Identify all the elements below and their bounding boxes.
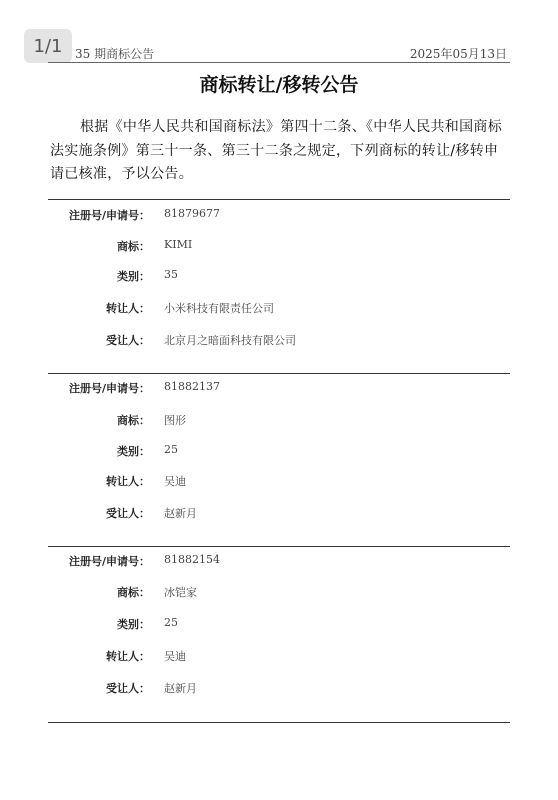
record-class-row: [0, 616, 558, 636]
transferee-value: 赵新月: [164, 682, 197, 695]
transferee-value: 赵新月: [164, 507, 197, 520]
transferee-value: 北京月之暗面科技有限公司: [164, 334, 296, 347]
page-title: 商标转让/移转公告: [199, 74, 359, 96]
reg-no-label: 注册号/申请号：: [68, 382, 150, 395]
issue-number: 35 期商标公告: [75, 47, 155, 61]
class-value: 25: [164, 443, 178, 456]
record-reg-no-row: [0, 207, 558, 227]
mark-value: 冰铠家: [164, 586, 197, 599]
transferor-label: 转让人：: [106, 302, 150, 315]
record-transferee-row: [0, 332, 558, 352]
record-mark-row: [0, 412, 558, 432]
mark-value: 图形: [164, 414, 186, 427]
transferor-label: 转让人：: [106, 650, 150, 663]
class-label: 类别：: [117, 270, 150, 283]
record-transferor-row: [0, 300, 558, 320]
transferor-value: 小米科技有限责任公司: [164, 302, 274, 315]
record-mark-row: [0, 584, 558, 604]
announcement-intro: 根据《中华人民共和国商标法》第四十二条、《中华人民共和国商标法实施条例》第三十一条、第三十二条之规定，下列商标的转让/移转申请已核准，予以公告。: [50, 119, 502, 182]
reg-no-value: 81882137: [164, 380, 220, 393]
class-label: 类别：: [117, 445, 150, 458]
record-divider: [48, 373, 510, 374]
record-divider: [48, 199, 510, 200]
class-value: 25: [164, 616, 178, 629]
record-transferor-row: [0, 648, 558, 668]
record-transferor-row: [0, 473, 558, 493]
reg-no-value: 81882154: [164, 553, 220, 566]
transferee-label: 受让人：: [106, 334, 150, 347]
page-indicator: 1/1: [24, 29, 72, 63]
transferee-label: 受让人：: [106, 507, 150, 520]
record-transferee-row: [0, 680, 558, 700]
header-divider: [48, 62, 510, 63]
class-value: 35: [164, 268, 178, 281]
transferor-value: 吴迪: [164, 475, 186, 488]
record-class-row: [0, 443, 558, 463]
mark-value: KIMI: [164, 238, 193, 251]
record-reg-no-row: [0, 380, 558, 400]
reg-no-label: 注册号/申请号：: [68, 555, 150, 568]
transferor-label: 转让人：: [106, 475, 150, 488]
reg-no-label: 注册号/申请号：: [68, 209, 150, 222]
record-divider: [48, 546, 510, 547]
class-label: 类别：: [117, 618, 150, 631]
record-class-row: [0, 268, 558, 288]
publication-date: 2025年05月13日: [409, 47, 507, 61]
transferor-value: 吴迪: [164, 650, 186, 663]
record-transferee-row: [0, 505, 558, 525]
reg-no-value: 81879677: [164, 207, 220, 220]
record-mark-row: [0, 238, 558, 258]
mark-label: 商标：: [117, 414, 150, 427]
mark-label: 商标：: [117, 240, 150, 253]
footer-divider: [48, 722, 510, 723]
mark-label: 商标：: [117, 586, 150, 599]
transferee-label: 受让人：: [106, 682, 150, 695]
record-reg-no-row: [0, 553, 558, 573]
